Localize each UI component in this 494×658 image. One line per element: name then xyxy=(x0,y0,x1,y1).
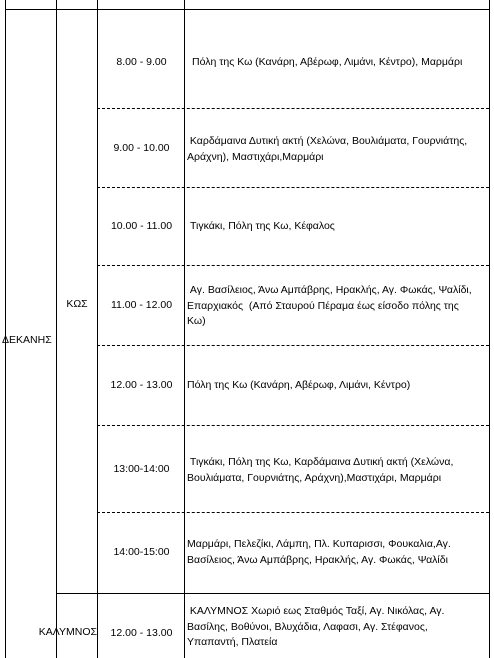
time-slot: 10.00 - 11.00 xyxy=(110,220,173,232)
time-slot: 14:00-15:00 xyxy=(113,546,170,558)
island-label-kos: ΚΩΣ xyxy=(66,298,88,310)
locations-line: Πόλη της Κω (Κανάρη, Αβέρωφ, Λιμάνι, Κέντρο) xyxy=(187,379,411,391)
time-slot: 9.00 - 10.00 xyxy=(113,142,170,154)
locations-line: Επαρχιακός (Από Σταυρού Πέραμα έως είσοδο πόλης της xyxy=(187,299,459,312)
column-divider-island xyxy=(97,0,98,658)
header-bottom-border xyxy=(5,9,489,10)
locations-line: Βασίλης, Βοθύνοι, Βλυχάδια, Λαφασι, Αγ. Στέφανος, xyxy=(187,620,428,633)
locations-line: Κω) xyxy=(187,315,206,327)
column-divider-region xyxy=(56,0,57,658)
locations-line: Τιγκάκι, Πόλη της Κω, Κέφαλος xyxy=(190,220,335,232)
region-label: ΔΕΚΑΝΗΣ xyxy=(2,334,52,346)
locations-line: Βασίλειος, Άνω Αμπάβρης, Ηρακλής, Αγ. Φωκάς, Ψαλίδι xyxy=(187,553,448,566)
locations-line: ΚΑΛΥΜΝΟΣ Χωριό εως Σταθμός Ταξί, Αγ. Νικόλας, Αγ. xyxy=(187,605,445,617)
locations-cell xyxy=(187,134,485,165)
locations-line: Αράχνη), Μαστιχάρι,Μαρμάρι xyxy=(187,150,324,163)
row-separator xyxy=(97,265,489,266)
table-border-left xyxy=(5,0,6,658)
row-separator xyxy=(97,187,489,188)
row-separator xyxy=(97,425,489,426)
locations-cell xyxy=(187,283,485,330)
row-separator xyxy=(97,108,489,109)
locations-cell xyxy=(190,219,488,235)
column-divider-time xyxy=(184,0,185,658)
island-label-kalymnos: ΚΑΛΥΜΝΟΣ xyxy=(38,626,97,638)
locations-line: Πόλη της Κω (Κανάρη, Αβέρωφ, Λιμάνι, Κέντρο), Μαρμάρι xyxy=(192,56,463,68)
locations-line: Τιγκάκι, Πόλη της Κω, Καρδάμαινα Δυτική ακτή (Χελώνα, xyxy=(187,456,454,468)
island-divider-border xyxy=(56,593,489,594)
locations-line: Αγ. Βασίλειος, Άνω Αμπάβρης, Ηρακλής, Αγ. Φωκάς, Ψαλίδι, xyxy=(187,284,472,296)
row-separator xyxy=(97,512,489,513)
time-slot: 12.00 - 13.00 xyxy=(110,627,173,639)
time-slot: 13:00-14:00 xyxy=(113,463,170,475)
locations-cell xyxy=(187,604,485,651)
time-slot: 12.00 - 13.00 xyxy=(110,379,173,391)
locations-cell xyxy=(187,455,485,486)
locations-line: Καρδάμαινα Δυτική ακτή (Χελώνα, Βουλιάματα, Γουρνιάτης, xyxy=(187,135,468,147)
locations-line: Υπαπαντή, Πλατεία xyxy=(187,636,278,648)
locations-cell xyxy=(187,537,485,568)
time-slot: 8.00 - 9.00 xyxy=(116,56,167,68)
time-slot: 11.00 - 12.00 xyxy=(110,299,173,311)
table-border-right xyxy=(489,0,490,658)
row-separator xyxy=(97,345,489,346)
locations-line: Βουλιάματα, Γουρνιάτης, Αράχνη),Μαστιχάρι, Μαρμάρι xyxy=(187,471,442,484)
locations-line: Μαρμάρι, Πελεζίκι, Λάμπη, Πλ. Κυπαρισσι, Φουκαλια,Αγ. xyxy=(187,538,451,550)
locations-cell xyxy=(192,55,490,71)
locations-cell xyxy=(187,378,485,394)
